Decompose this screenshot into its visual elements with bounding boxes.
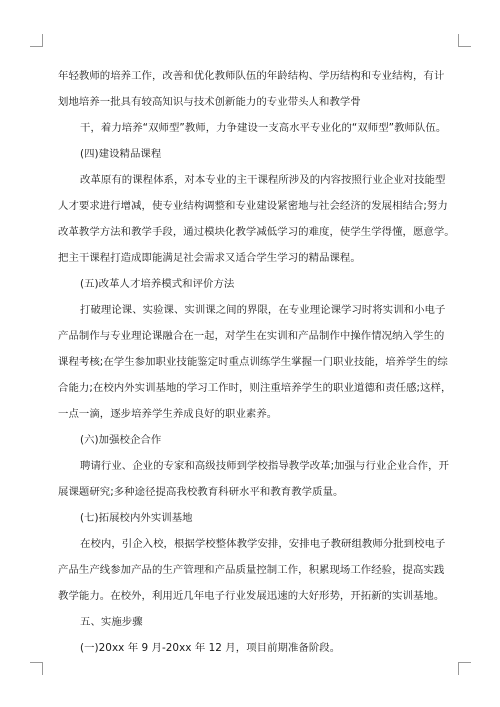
document-body: [58, 63, 455, 661]
text-line: 展课题研究;多种途径提高我校教育科研水平和教育教学质量。: [58, 486, 344, 498]
text-line: 改革原有的课程体系，对本专业的主干课程所涉及的内容按照行业企业对技能型: [80, 174, 446, 186]
text-line: 年轻教师的培养工作，改善和优化教师队伍的年龄结构、学历结构和专业结构，有计: [58, 70, 445, 82]
text-line: 把主干课程打造成即能满足社会需求又适合学生学习的精品课程。: [58, 252, 361, 264]
section-heading: (一)20xx 年 9 月-20xx 年 12 月，项目前期准备阶段。: [80, 642, 341, 654]
crop-mark-bottom-right: [458, 662, 471, 675]
section-heading: (四)建设精品课程: [80, 148, 162, 160]
crop-mark-top-left: [30, 34, 43, 47]
section-heading: (六)加强校企合作: [80, 434, 162, 446]
text-line: 划地培养一批具有较高知识与技术创新能力的专业带头人和教学骨: [58, 96, 361, 108]
text-line: 教学能力。在校外，利用近几年电子行业发展迅速的大好形势，开拓新的实训基地。: [58, 590, 445, 602]
text-line: 干，着力培养“双师型”教师，力争建设一支高水平专业化的“双师型”教师队伍。: [80, 122, 447, 134]
text-line: 人才要求进行增减，使专业结构调整和专业建设紧密地与社会经济的发展相结合;努力: [58, 200, 448, 212]
text-line: 改革教学方法和教学手段，通过模块化教学减低学习的难度，使学生学得懂，愿意学。: [58, 226, 455, 238]
section-heading: (五)改革人才培养模式和评价方法: [80, 278, 235, 290]
text-line: 打破理论课、实验课、实训课之间的界限，在专业理论课学习时将实训和小电子: [80, 304, 446, 316]
text-line: 合能力;在校内外实训基地的学习工作时，则注重培养学生的职业道德和责任感;这样，: [58, 382, 452, 394]
crop-mark-bottom-left: [30, 662, 43, 675]
text-line: 在校内，引企入校，根据学校整体教学安排，安排电子教研组教师分批到校电子: [80, 538, 446, 550]
crop-mark-top-right: [458, 34, 471, 47]
text-line: 一点一滴，逐步培养学生养成良好的职业素养。: [58, 408, 278, 420]
section-heading: 五、实施步骤: [80, 616, 143, 628]
text-line: 产品制作与专业理论课融合在一起，对学生在实训和产品制作中操作情况纳入学生的: [58, 330, 445, 342]
text-line: 聘请行业、企业的专家和高级技师到学校指导教学改革;加强与行业企业合作，开: [80, 460, 449, 472]
text-line: 产品生产线参加产品的生产管理和产品质量控制工作，积累现场工作经验，提高实践: [58, 564, 445, 576]
text-line: 课程考核;在学生参加职业技能鉴定时重点训练学生掌握一门职业技能，培养学生的综: [58, 356, 448, 368]
section-heading: (七)拓展校内外实训基地: [80, 512, 193, 524]
